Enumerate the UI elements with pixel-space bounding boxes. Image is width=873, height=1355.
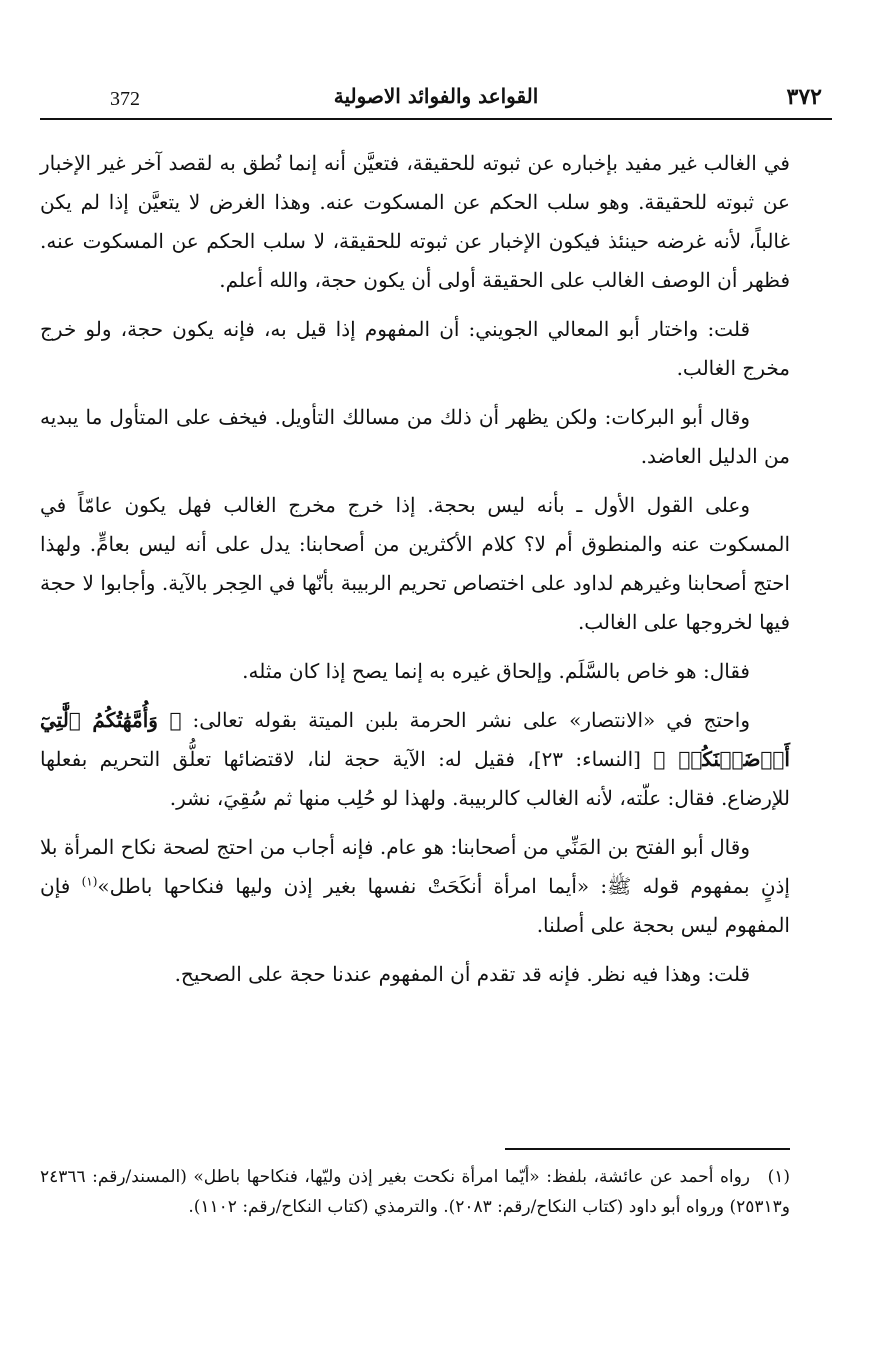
paragraph-6 [40, 701, 790, 818]
paragraph-7 [40, 828, 790, 945]
page-number-arabic: ٣٧٢ [786, 84, 822, 110]
footnote-separator [505, 1148, 790, 1150]
paragraph-7-end: فإن المفهوم ليس بحجة على أصلنا. [40, 874, 790, 937]
paragraph-2: قلت: واختار أبو المعالي الجويني: أن المفهوم إذا قيل به، فإنه يكون حجة، ولو خرج مخرج الغالب. [40, 317, 790, 380]
paragraph-4: وعلى القول الأول ـ بأنه ليس بحجة. إذا خرج مخرج الغالب فهل يكون عامّاً في المسكوت عنه والمنطوق أم لا؟ كلام الأكثرين من أصحابنا: يدل على أنه ليس بعامٍّ. ولهذا احتج أصحابنا وغيرهم لداود على اختصاص تحريم الربيبة بأنّها في الحِجر بالآية. وأجابوا لا حجة فيها لخروجها على الغالب. [40, 493, 790, 634]
footnote-text: رواه أحمد عن عائشة، بلفظ: «أيّما امرأة نكحت بغير إذن وليّها، فنكاحها باطل» (المسند/رقم: ٢٤٣٦٦ و٢٥٣١٣) ورواه أبو داود (كتاب النكاح/رقم: ٢٠٨٣). والترمذي (كتاب النكاح/رقم: ١١٠٢). [40, 1167, 790, 1217]
paragraph-7-text: وقال أبو الفتح بن المَنِّي من أصحابنا: هو عام. فإنه أجاب من احتج لصحة نكاح المرأة بلا إذنٍ بمفهوم قوله ﷺ: «أيما امرأة أنكَحَتْ نفسها بغير إذن وليها فنكاحها باطل» [40, 835, 790, 898]
page-header [40, 82, 832, 120]
paragraph-6-intro: واحتج في «الانتصار» على نشر الحرمة بلبن الميتة بقوله تعالى: [192, 708, 750, 732]
footnote-reference: (١) [81, 874, 98, 889]
paragraph-8: قلت: وهذا فيه نظر. فإنه قد تقدم أن المفهوم عندنا حجة على الصحيح. [174, 962, 750, 986]
paragraph-3: وقال أبو البركات: ولكن يظهر أن ذلك من مسالك التأويل. فيخف على المتأول ما يبديه من الدليل العاضد. [40, 405, 790, 468]
paragraph-1: في الغالب غير مفيد بإخباره عن ثبوته للحقيقة، فتعيَّن أنه إنما نُطق به لقصد آخر غير الإخبار عن ثبوته للحقيقة. وهو سلب الحكم عن المسكوت عنه. وهذا الغرض لا يتعيَّن إذا لم يكن غالباً، لأنه غرضه حينئذ فيكون الإخبار عن ثبوته للحقيقة، لا سلب الحكم عن المسكوت عنه. فظهر أن الوصف الغالب على الحقيقة أولى أن يكون حجة، والله أعلم. [40, 151, 790, 292]
paragraph-5: فقال: هو خاص بالسَّلَم. وإلحاق غيره به إنما يصح إذا كان مثله. [242, 659, 750, 683]
main-text [40, 144, 790, 1004]
footnote [40, 1162, 790, 1222]
running-title: القواعد والفوائد الاصولية [333, 84, 539, 108]
page-number-latin: 372 [110, 88, 140, 110]
footnote-number: (١) [767, 1167, 790, 1187]
quran-verse: ﴿ وَأُمَّهَٰتُكُمُ ٱلَّٰتِيٓ أَرۡضَعۡنَكُمۡ ﴾ [40, 708, 790, 771]
paragraph-6-rest: [النساء: ٢٣]، فقيل له: الآية حجة لنا، لاقتضائها تعلُّق التحريم بفعلها للإرضاع. فقال: علّته، لأنه الغالب كالربيبة. ولهذا لو حُلِب منها ثم سُقِيَ، نشر. [40, 747, 790, 810]
